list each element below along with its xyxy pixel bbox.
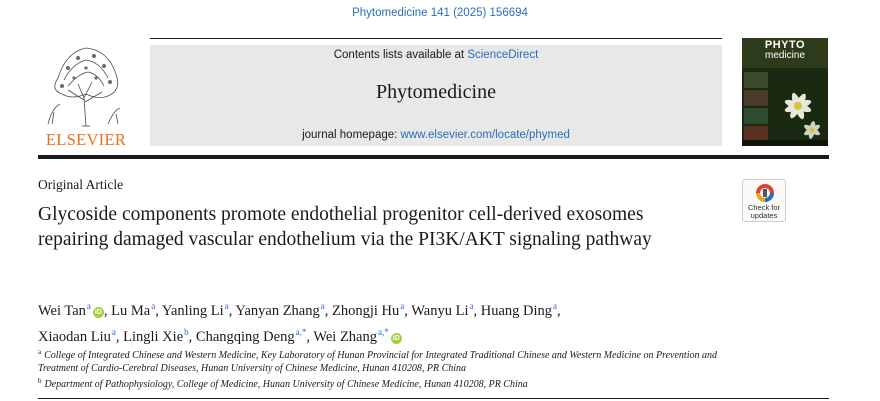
check-for-updates-icon [755, 183, 775, 203]
author-name[interactable]: Yanling Li [161, 303, 224, 319]
affiliation-list [38, 346, 738, 392]
affiliation-marker[interactable]: a [553, 301, 558, 311]
affiliation-marker[interactable]: a,* [295, 327, 307, 337]
author-name[interactable]: Lu Ma [111, 303, 151, 319]
affiliation-marker[interactable]: a [151, 301, 156, 311]
check-for-updates-label [743, 204, 785, 220]
affiliation-marker[interactable]: a [111, 327, 116, 337]
affiliation-marker[interactable]: a,* [378, 327, 389, 337]
affiliation-marker[interactable]: a [400, 301, 405, 311]
updates-line-2: updates [750, 211, 778, 220]
orcid-icon[interactable]: iD [94, 309, 102, 316]
affiliation-marker[interactable]: a [224, 301, 229, 311]
affiliation-key: a [38, 348, 42, 356]
homepage-line [150, 129, 722, 141]
affiliation-key: b [38, 377, 42, 385]
updates-line-1: Check for [747, 203, 781, 212]
cover-flower-image [742, 68, 828, 146]
header-thick-rule [38, 155, 829, 159]
journal-homepage-link[interactable]: www.elsevier.com/locate/phymed [400, 129, 570, 141]
affiliation-marker[interactable]: b [184, 327, 189, 337]
author-name[interactable]: Wanyu Li [411, 303, 469, 319]
affiliation-text: College of Integrated Chinese and Western Medicine, Key Laboratory of Hunan Provincial for Integrated Traditional Chinese and Western Medicine on Prevention and Treatment of Cardio-Cerebral Diseases, Hunan University of Chinese Medicine, Hunan 410208, PR China [38, 350, 717, 374]
footer-rule [38, 398, 829, 399]
affiliation-item [38, 375, 738, 392]
author-name[interactable]: Zhongji Hu [331, 303, 400, 319]
affiliation-marker[interactable]: a [86, 301, 91, 311]
sciencedirect-link[interactable]: ScienceDirect [467, 49, 539, 61]
header-divider [150, 38, 722, 39]
author-list: Wei Tan$^a$iD , Lu Ma$^a$, Yanling Li$^a$, Yanyan Zhang$^a$, Zhongji Hu$^a$, Wanyu Li$^a$, Huang Ding$^a$, Xiaodan Liu$^a$, Lingli Xie$^b$, Changqing Deng$^{a,*}$, Wei Zhang$^{a,*}$iD [38, 301, 561, 345]
author-name[interactable]: Wei Zhang [313, 329, 377, 345]
publisher-name: ELSEVIER [45, 130, 127, 149]
author-name[interactable]: Xiaodan Liu [38, 329, 111, 345]
journal-title: Phytomedicine [376, 81, 496, 103]
affiliation-marker[interactable]: a [469, 301, 474, 311]
check-for-updates-button[interactable] [742, 179, 786, 222]
affiliation-text: Department of Pathophysiology, College of Medicine, Hunan University of Chinese Medicine, Hunan 410208, PR China [44, 379, 528, 390]
author-name[interactable]: Huang Ding [480, 303, 553, 319]
contents-line [150, 49, 722, 61]
article-title: Glycoside components promote endothelial progenitor cell-derived exosomes repairing damaged vascular endothelium via the PI3K/AKT signaling pathway [38, 204, 652, 250]
affiliation-item [38, 346, 738, 375]
author-name[interactable]: Lingli Xie [123, 329, 184, 345]
cover-title: PHYTO [764, 39, 806, 51]
journal-header-box [150, 45, 722, 146]
orcid-icon[interactable]: iD [392, 335, 400, 342]
author-name[interactable]: Yanyan Zhang [235, 303, 320, 319]
author-name[interactable]: Wei Tan [38, 303, 86, 319]
journal-cover[interactable] [742, 38, 828, 146]
publisher-logo[interactable] [38, 38, 134, 150]
elsevier-tree-logo-icon [38, 38, 134, 128]
homepage-prefix: journal homepage: [302, 129, 401, 141]
contents-prefix: Contents lists available at [333, 49, 468, 61]
journal-citation[interactable]: Phytomedicine 141 (2025) 156694 [352, 7, 528, 19]
author-name[interactable]: Changqing Deng [195, 329, 295, 345]
cover-subtitle: medicine [764, 50, 806, 61]
affiliation-marker[interactable]: a [320, 301, 325, 311]
article-type: Original Article [38, 177, 124, 192]
